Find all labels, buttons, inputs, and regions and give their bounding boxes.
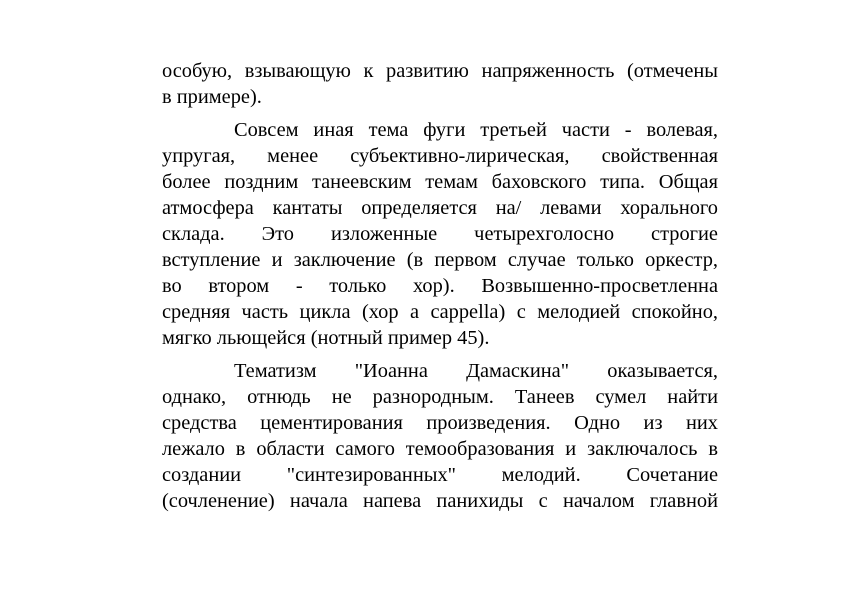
- text-line: в примере).: [162, 86, 262, 108]
- text-line: во втором - только хор). Возвышенно-просветленна: [162, 275, 718, 297]
- text-line: лежало в области самого темообразования и заключалось в: [162, 438, 718, 460]
- paragraph-3: [162, 358, 718, 514]
- text-line: однако, отнюдь не разнородным. Танеев сумел найти: [162, 386, 718, 408]
- text-line: более поздним танеевским темам баховского типа. Общая: [162, 171, 718, 193]
- text-line: упругая, менее субъективно-лирическая, свойственная: [162, 145, 718, 167]
- text-line: Совсем иная тема фуги третьей части - волевая,: [234, 119, 718, 141]
- paragraph-2: [162, 117, 718, 351]
- text-line: создании "синтезированных" мелодий. Сочетание: [162, 464, 718, 486]
- text-line: средняя часть цикла (хор а cappella) с мелодией спокойно,: [162, 301, 718, 323]
- text-line: мягко льющейся (нотный пример 45).: [162, 327, 490, 349]
- text-line: (сочленение) начала напева панихиды с началом главной: [162, 490, 718, 512]
- text-line: Тематизм "Иоанна Дамаскина" оказывается,: [234, 360, 718, 382]
- paragraph-1: [162, 58, 718, 110]
- text-line: средства цементирования произведения. Одно из них: [162, 412, 718, 434]
- document-text: [162, 58, 718, 514]
- text-line: вступление и заключение (в первом случае только оркестр,: [162, 249, 718, 271]
- text-line: склада. Это изложенные четырехголосно строгие: [162, 223, 718, 245]
- text-line: особую, взывающую к развитию напряженность (отмечены: [162, 60, 718, 82]
- text-line: атмосфера кантаты определяется на/ левами хорального: [162, 197, 718, 219]
